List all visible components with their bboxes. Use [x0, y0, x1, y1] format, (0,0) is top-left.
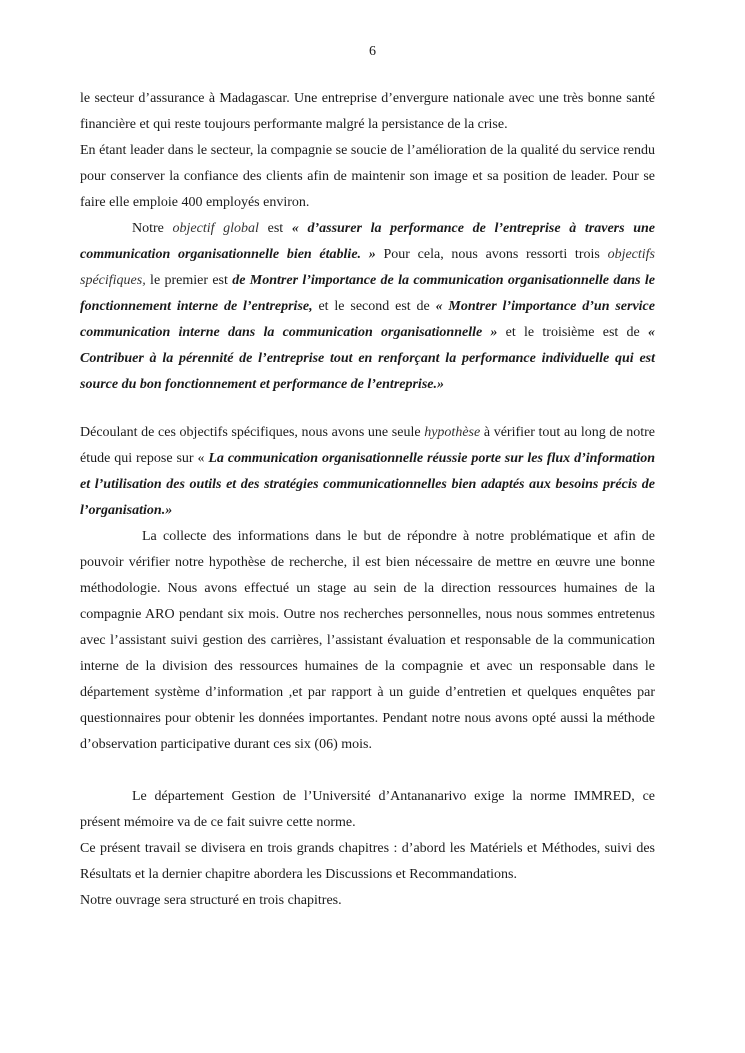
text-run: Pour cela, nous avons ressorti trois [375, 247, 608, 262]
hypothese-term: hypothèse [424, 425, 481, 440]
paragraph-methodology: La collecte des informations dans le but de répondre à notre problématique et afin de pouvoir vérifier notre hypothèse de recherche, il est bien nécessaire de mettre en œuvre une bonne méthodologie. Nous avons effectué un stage au sein de la direction ressources humaines de la compagnie ARO pendant six mois. Outre nos recherches personnelles, nous nous sommes entretenus avec l’assistant suivi gestion des carrières, l’assistant évaluation et responsable de la communication interne de la division des ressources humaines de la compagnie et avec un responsable dans le département système d’information ,et par rapport à un guide d’entretien et quelques enquêtes par questionnaires pour obtenir les données importantes. Pendant notre nous avons opté aussi la méthode d’observation participative durant ces six (06) mois. [80, 529, 655, 752]
text-run: et le troisième est de [497, 325, 648, 340]
text-run: le premier est [145, 273, 233, 288]
paragraph-chapters: Ce présent travail se divisera en trois grands chapitres : d’abord les Matériels et Méthodes, suivi des Résultats et la dernier chapitre abordera les Discussions et Recommandations. [80, 841, 655, 882]
hypothesis-statement: La communication organisationnelle réussie porte sur les flux d’information et l’utilisation des outils et des stratégies communicationnelles bien adaptés aux besoins précis de l’organisation.» [80, 451, 655, 518]
paragraph-norm: Le département Gestion de l’Université d’Antananarivo exige la norme IMMRED, ce présent mémoire va de ce fait suivre cette norme. [80, 789, 655, 830]
page-number: 6 [369, 44, 376, 59]
text-run: est [258, 221, 292, 236]
objectif-global-term: objectif global [172, 221, 259, 236]
objectifs-specifiques-term: objectifs spécifiques, [80, 247, 655, 288]
paragraph-structure: Notre ouvrage sera structuré en trois chapitres. [80, 893, 342, 908]
paragraph-1: le secteur d’assurance à Madagascar. Une entreprise d’envergure nationale avec une très bonne santé financière et qui reste toujours performante malgré la persistance de la crise. [80, 91, 655, 132]
general-objective: « d’assurer la performance de l’entreprise à travers une communication organisationnelle bien établie. » [80, 221, 655, 262]
paragraph-spacer [80, 398, 655, 420]
specific-objective-3: « Contribuer à la pérennité de l’entreprise tout en renforçant la performance individuelle qui est source du bon fonctionnement et performance de l’entreprise.» [80, 325, 655, 392]
text-run: Découlant de ces objectifs spécifiques, nous avons une seule [80, 425, 425, 440]
paragraph-spacer [80, 758, 655, 784]
specific-objective-2: « Montrer l’importance d’un service communication interne dans la communication organisationnelle » [80, 299, 655, 340]
paragraph-2: En étant leader dans le secteur, la compagnie se soucie de l’amélioration de la qualité du service rendu pour conserver la confiance des clients afin de maintenir son image et sa position de leader. Pour se faire elle emploie 400 employés environ. [80, 143, 655, 210]
specific-objective-1: de Montrer l’importance de la communication organisationnelle dans le fonctionnement interne de l’entreprise, [80, 273, 656, 314]
body-text [80, 86, 655, 914]
paragraph-hypothesis [80, 420, 655, 524]
paragraph-objectives [80, 216, 655, 398]
text-run: à vérifier tout au long de notre étude qui repose sur « [80, 425, 655, 466]
text-run: Notre [132, 221, 173, 236]
text-run: et le second est de [312, 299, 436, 314]
